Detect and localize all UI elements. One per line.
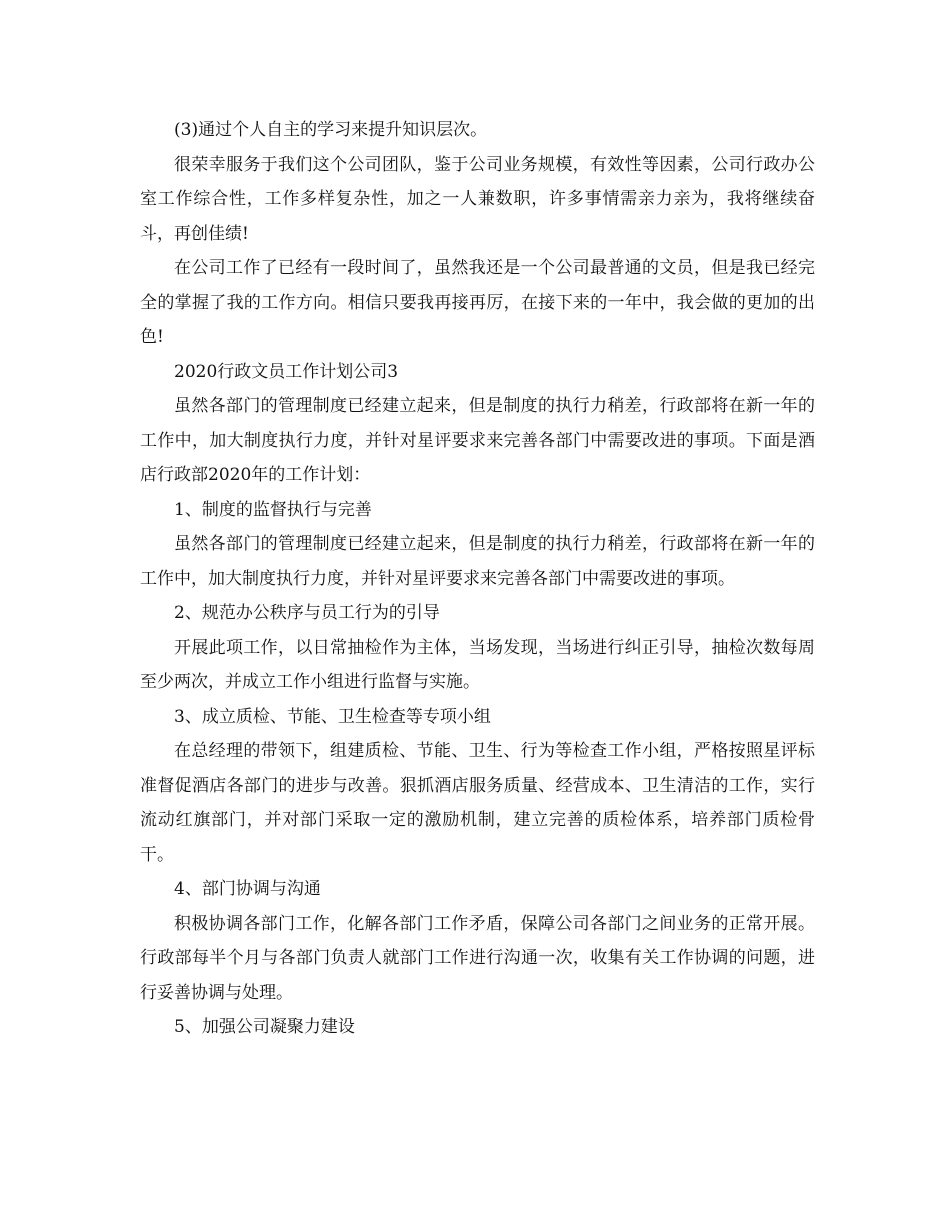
paragraph-team-service: 很荣幸服务于我们这个公司团队，鉴于公司业务规模，有效性等因素，公司行政办公室工作综合性，工作多样复杂性，加之一人兼数职，许多事情需亲力亲为，我将继续奋斗，再创佳绩! <box>140 154 815 244</box>
heading-item-1: 1、制度的监督执行与完善 <box>174 499 372 520</box>
paragraph-item-1: 虽然各部门的管理制度已经建立起来，但是制度的执行力稍差，行政部将在新一年的工作中，加大制度执行力度，并针对星评要求来完善各部门中需要改进的事项。 <box>140 534 815 589</box>
paragraph-item-3: 在总经理的带领下，组建质检、节能、卫生、行为等检查工作小组，严格按照星评标准督促酒店各部门的进步与改善。狠抓酒店服务质量、经营成本、卫生清洁的工作，实行流动红旗部门，并对部门采取一定的激励机制，建立完善的质检体系，培养部门质检骨干。 <box>140 741 815 865</box>
paragraph-item-4: 积极协调各部门工作，化解各部门工作矛盾，保障公司各部门之间业务的正常开展。行政部每半个月与各部门负责人就部门工作进行沟通一次，收集有关工作协调的问题，进行妥善协调与处理。 <box>140 913 815 1003</box>
paragraph-work-direction: 在公司工作了已经有一段时间了，虽然我还是一个公司最普通的文员，但是我已经完全的掌握了我的工作方向。相信只要我再接再厉，在接下来的一年中，我会做的更加的出色! <box>140 258 815 347</box>
paragraph-item-2: 开展此项工作，以日常抽检作为主体，当场发现，当场进行纠正引导，抽检次数每周至少两次，并成立工作小组进行监督与实施。 <box>140 637 815 692</box>
section-heading-plan-3: 2020行政文员工作计划公司3 <box>174 361 399 382</box>
document-body <box>140 113 815 1045</box>
paragraph-study: (3)通过个人自主的学习来提升知识层次。 <box>174 120 488 140</box>
heading-item-5: 5、加强公司凝聚力建设 <box>174 1017 355 1037</box>
paragraph-plan-intro: 虽然各部门的管理制度已经建立起来，但是制度的执行力稍差，行政部将在新一年的工作中，加大制度执行力度，并针对星评要求来完善各部门中需要改进的事项。下面是酒店行政部2020年的工作计划： <box>140 396 815 485</box>
heading-item-2: 2、规范办公秩序与员工行为的引导 <box>174 603 440 623</box>
heading-item-4: 4、部门协调与沟通 <box>174 879 321 899</box>
heading-item-3: 3、成立质检、节能、卫生检查等专项小组 <box>174 706 491 727</box>
